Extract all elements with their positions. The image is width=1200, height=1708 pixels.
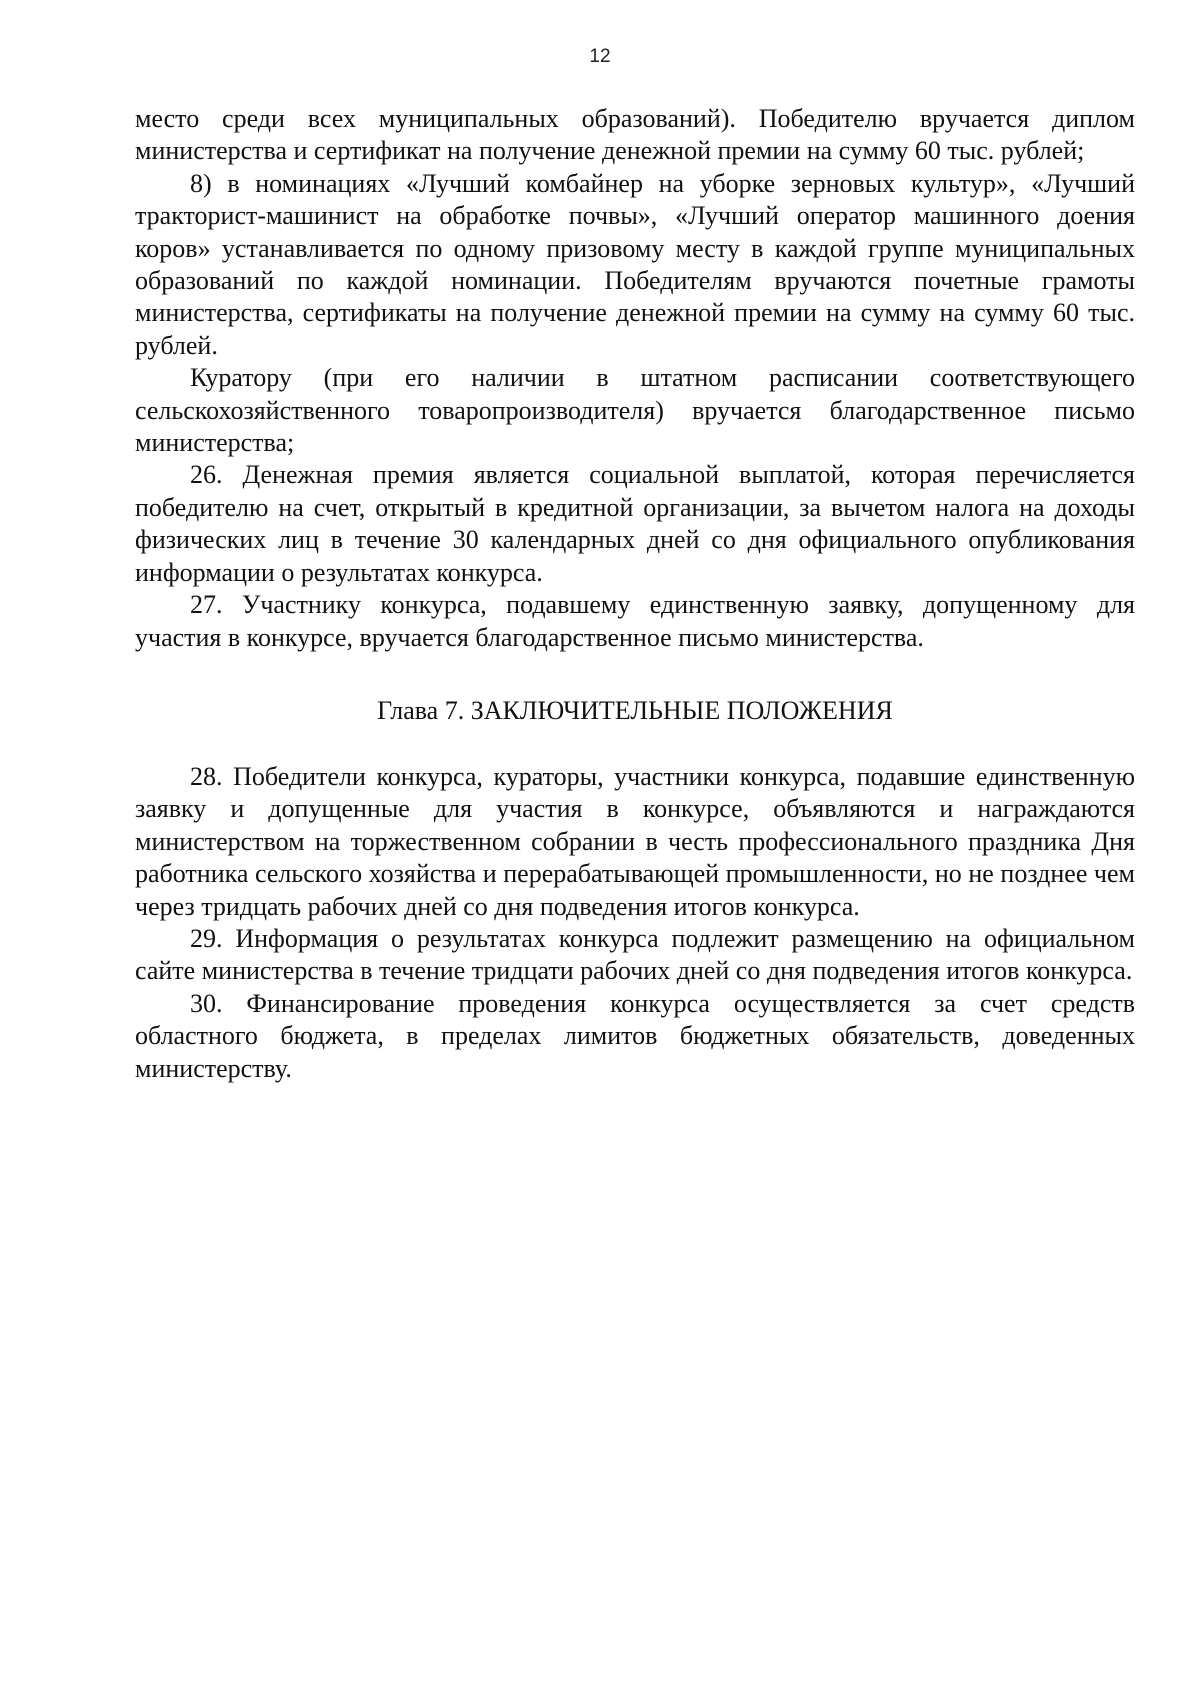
paragraph-curator: Куратору (при его наличии в штатном расписании соответствующего сельскохозяйственного товаропроизводителя) вручается благодарственное письмо министерства;: [135, 363, 1135, 458]
paragraph-continuation: место среди всех муниципальных образований). Победителю вручается диплом министерства и сертификат на получение денежной премии на сумму 60 тыс. рублей;: [135, 104, 1135, 166]
chapter-title: Глава 7. ЗАКЛЮЧИТЕЛЬНЫЕ ПОЛОЖЕНИЯ: [377, 695, 893, 725]
paragraph-28: 28. Победители конкурса, кураторы, участники конкурса, подавшие единственную заявку и допущенные для участия в конкурсе, объявляются и награждаются министерством на торжественном собрании в честь профессионального праздника Дня работника сельского хозяйства и перерабатывающей промышленности, но не позднее чем через тридцать рабочих дней со дня подведения итогов конкурса.: [135, 761, 1135, 921]
paragraph-29: 29. Информация о результатах конкурса подлежит размещению на официальном сайте министерства в течение тридцати рабочих дней со дня подведения итогов конкурса.: [135, 923, 1135, 986]
paragraph-26: 26. Денежная премия является социальной выплатой, которая перечисляется победителю на счет, открытый в кредитной организации, за вычетом налога на доходы физических лиц в течение 30 календарных дней со дня официального опубликования информации о результатах конкурса.: [135, 460, 1135, 587]
page-number: 12: [589, 46, 611, 67]
paragraph-30: 30. Финансирование проведения конкурса осуществляется за счет средств областного бюджета, в пределах лимитов бюджетных обязательств, доведенных министерству.: [135, 988, 1135, 1083]
document-body: [135, 103, 1135, 1085]
paragraph-item-8: 8) в номинациях «Лучший комбайнер на уборке зерновых культур», «Лучший тракторист-машинист на обработке почвы», «Лучший оператор машинного доения коров» устанавливается по одному призовому месту в каждой группе муниципальных образований по каждой номинации. Победителям вручаются почетные грамоты министерства, сертификаты на получение денежной премии на сумму на сумму 60 тыс. рублей.: [135, 168, 1135, 360]
paragraph-27: 27. Участнику конкурса, подавшему единственную заявку, допущенному для участия в конкурсе, вручается благодарственное письмо министерства.: [135, 590, 1135, 652]
